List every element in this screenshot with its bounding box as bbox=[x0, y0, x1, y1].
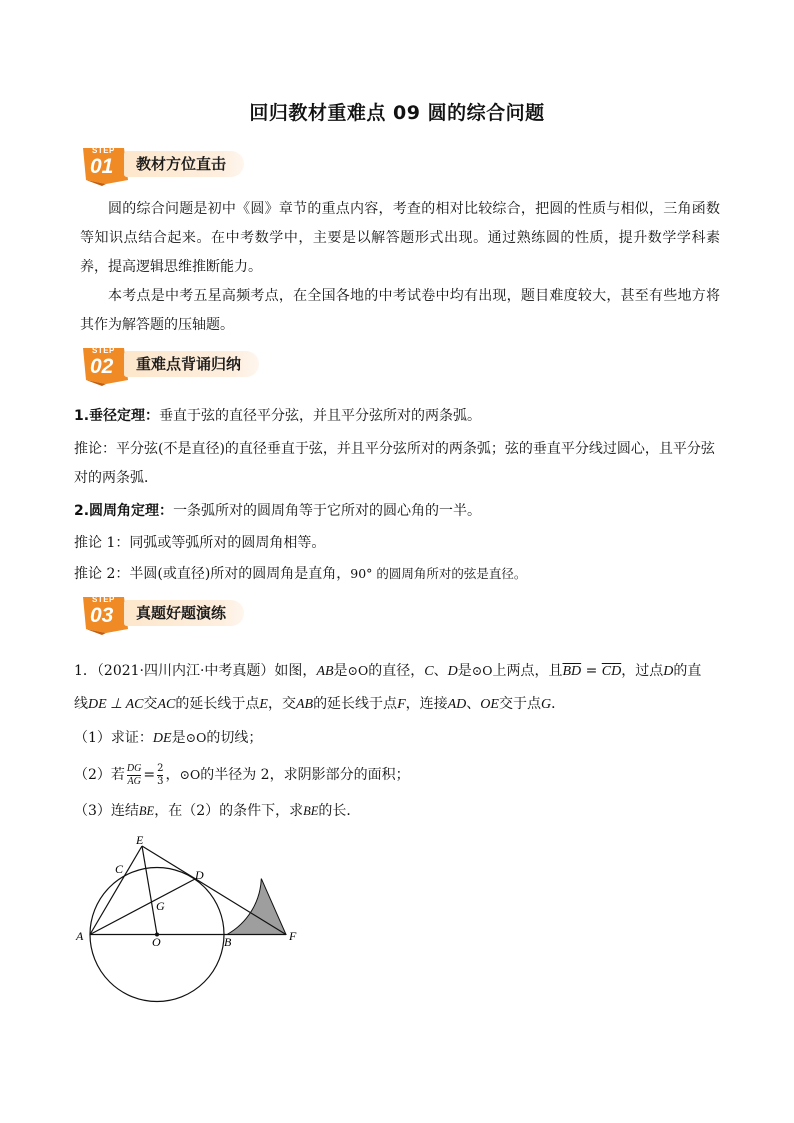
text: 、 bbox=[433, 663, 448, 679]
sub-question-2 bbox=[74, 760, 734, 790]
inference-2: 推论 1：同弧或等弧所对的圆周角相等。 bbox=[74, 535, 326, 551]
intro-paragraph-1: 圆的综合问题是初中《圆》章节的重点内容，考查的相对比较综合，把圆的性质与相似，三角函数等知识点结合起来。在中考数学中，主要是以解答题形式出现。通过熟练圆的性质，提升数学学科素养，提高逻辑思维推断能力。 bbox=[80, 201, 720, 275]
text: 的直径， bbox=[368, 663, 425, 679]
frac-den: 3 bbox=[157, 775, 164, 787]
math-ad: AD bbox=[447, 697, 467, 712]
text: 的切线； bbox=[206, 730, 263, 746]
step-label: STEP bbox=[92, 146, 115, 155]
math-d: D bbox=[447, 664, 458, 679]
math-oe: OE bbox=[480, 697, 499, 712]
label-a: A bbox=[76, 929, 84, 943]
text: 交于点 bbox=[498, 696, 541, 712]
text: ，在（2）的条件下，求 bbox=[154, 803, 304, 819]
page-title: 回归教材重难点 09 圆的综合问题 bbox=[249, 102, 545, 124]
text: 是 bbox=[333, 663, 348, 679]
inference-1-line-1: 推论：平分弦(不是直径)的直径垂直于弦，并且平分弦所对的两条弧；弦的垂直平分线过圆心，且平分弦 bbox=[74, 441, 715, 457]
sub-question-3 bbox=[74, 797, 734, 826]
step-badge bbox=[80, 346, 130, 386]
frac-den: AG bbox=[127, 775, 141, 787]
step-badge bbox=[80, 595, 130, 635]
text: ，交 bbox=[267, 696, 296, 712]
label-o: O bbox=[152, 935, 161, 949]
label-c: C bbox=[115, 862, 124, 876]
text: （1）求证： bbox=[74, 730, 153, 746]
text: 、 bbox=[466, 696, 481, 712]
question-intro: 1．（2021·四川内江·中考真题）如图， bbox=[74, 663, 317, 679]
geometry-figure bbox=[70, 830, 310, 1010]
math-circle-o: ⊙O bbox=[179, 767, 201, 782]
question-line-1 bbox=[74, 656, 734, 686]
math-arc-bd: $\overline{BD}$ bbox=[562, 664, 582, 679]
step-label: STEP bbox=[92, 595, 115, 604]
step-number: 03 bbox=[90, 604, 114, 627]
step-label: STEP bbox=[92, 346, 115, 355]
text: 上两点，且 bbox=[492, 663, 563, 679]
math-d: D bbox=[663, 664, 674, 679]
math-de-perp-ac: DE ⊥ AC bbox=[88, 697, 144, 712]
label-f: F bbox=[289, 929, 297, 943]
theorem-1 bbox=[74, 402, 734, 431]
text: ， bbox=[165, 767, 180, 783]
inference-3-tail: 90° 的圆周角所对的弦是直径。 bbox=[350, 566, 527, 581]
question-line-2 bbox=[74, 690, 734, 719]
shaded-region bbox=[227, 879, 286, 935]
intro-paragraph-2: 本考点是中考五星高频考点，在全国各地的中考试卷中均有出现，题目难度较大，甚至有些地方将其作为解答题的压轴题。 bbox=[80, 288, 720, 333]
theorem-2 bbox=[74, 497, 734, 526]
fraction-2-3 bbox=[157, 763, 163, 788]
text: 的直 bbox=[673, 663, 702, 679]
text: （2）若 bbox=[74, 767, 125, 783]
math-e: E bbox=[259, 697, 268, 712]
text: ，连接 bbox=[405, 696, 448, 712]
math-circle-o: ⊙O bbox=[471, 663, 493, 678]
line-oe bbox=[142, 846, 157, 935]
math-f: F bbox=[397, 697, 406, 712]
theorem-2-label: 2.圆周角定理： bbox=[74, 503, 174, 519]
math-g: G bbox=[540, 697, 552, 712]
math-be: BE bbox=[138, 804, 155, 818]
text: 的延长线于点 bbox=[313, 696, 398, 712]
theorem-1-text: 垂直于弦的直径平分弦，并且平分弦所对的两条弧。 bbox=[159, 408, 482, 424]
math-de: DE bbox=[152, 731, 172, 746]
label-e: E bbox=[136, 833, 144, 847]
inference-1-line-2: 对的两条弧． bbox=[74, 470, 158, 486]
theorem-1-label: 1.垂径定理： bbox=[74, 408, 160, 424]
label-g: G bbox=[156, 899, 165, 913]
step-heading: 教材方位直击 bbox=[124, 151, 244, 177]
math-c: C bbox=[424, 664, 434, 679]
step-badge bbox=[80, 146, 130, 186]
text: 的延长线于点 bbox=[175, 696, 260, 712]
text: 交 bbox=[143, 696, 158, 712]
text: 的长． bbox=[318, 803, 361, 819]
math-ac: AC bbox=[157, 697, 176, 712]
text: ，过点 bbox=[621, 663, 664, 679]
text: 线 bbox=[74, 696, 88, 712]
math-circle-o: ⊙O bbox=[347, 663, 369, 678]
step-heading: 真题好题演练 bbox=[124, 600, 244, 626]
step-number: 02 bbox=[90, 355, 114, 378]
text: 是 bbox=[171, 730, 186, 746]
sub-question-1 bbox=[74, 723, 734, 753]
text: （3）连结 bbox=[74, 803, 139, 819]
frac-num: 2 bbox=[157, 762, 164, 774]
text: = bbox=[143, 767, 156, 783]
text: 是 bbox=[457, 663, 472, 679]
step-number: 01 bbox=[90, 155, 114, 178]
theorem-2-text: 一条弧所对的圆周角等于它所对的圆心角的一半。 bbox=[173, 503, 482, 519]
math-ab: AB bbox=[316, 664, 334, 679]
frac-num: DG bbox=[126, 762, 142, 774]
math-arc-cd: $\overline{CD}$ bbox=[601, 664, 622, 679]
text: 的半径为 2，求阴影部分的面积； bbox=[200, 767, 410, 783]
label-d: D bbox=[195, 868, 204, 882]
text: ． bbox=[551, 696, 566, 712]
fraction-dg-ag bbox=[127, 763, 141, 788]
inference-3 bbox=[74, 559, 734, 589]
inference-3-text: 推论 2：半圆(或直径)所对的圆周角是直角， bbox=[74, 566, 351, 582]
math-be: BE bbox=[303, 804, 319, 818]
math-circle-o: ⊙O bbox=[185, 730, 207, 745]
label-b: B bbox=[224, 935, 232, 949]
text: = bbox=[581, 663, 602, 679]
step-heading: 重难点背诵归纳 bbox=[124, 351, 259, 377]
math-ab: AB bbox=[295, 697, 314, 712]
